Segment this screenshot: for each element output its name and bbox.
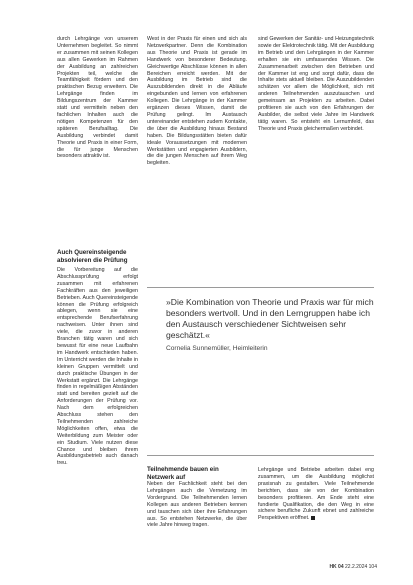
paragraph: Die Vorbereitung auf die Abschlussprüfung erfolgt zusammen mit erfahrenen Fachkräften aus den jeweiligen Betrieben. Auch Quereinsteigende können die Prüfung erfolgreich ablegen, wenn sie eine entsprechende Berufserfahrung nachweisen. Unter ihnen sind viele, die zuvor in anderen Branchen tätig waren und sich bewusst für eine neue Laufbahn im Handwerk entschieden haben. Im Unterricht werden die Inhalte in kleinen Gruppen vermittelt und durch praktische Übungen in der Werkstatt ergänzt. Die Lehrgänge finden in regelmäßigen Abständen statt und bereiten gezielt auf die Anforderungen der Prüfung vor. Nach dem erfolgreichen Abschluss stehen den Teilnehmenden zahlreiche Möglichkeiten offen, etwa die Weiterbildung zum Meister oder ein Studium. Viele nutzen diese Chance und bleiben ihrem Ausbildungsbetrieb auch danach treu.: [57, 267, 138, 467]
column-2-top-text: [147, 36, 247, 282]
pull-quote: [166, 297, 374, 353]
paragraph: durch Lehrgänge von unserem Unternehmen begleitet. So nimmt er zusammen mit seinen Kollegen aus allen Gewerken im Rahmen der Ausbildung an zahlreichen Projekten teil, welche die Teamfähigkeit fördern und den praktischen Bezug erweitern. Die Lehrgänge finden im Bildungszentrum der Kammer statt und vermitteln neben den fachlichen Inhalten auch die nötigen Kompetenzen für den späteren Berufsalltag. Die Ausbildung verbindet damit Theorie und Praxis in einer Form, die für junge Menschen besonders attraktiv ist.: [57, 36, 138, 160]
quote-bottom-rule: [147, 455, 374, 456]
paragraph-text: Lehrgänge und Betriebe arbeiten dabei eng zusammen, um die Ausbildung möglichst praxisnah zu gestalten. Viele Teilnehmende berichten, dass sie von der Kombination besonders profitieren. Am Ende steht eine fundierte Qualifikation, die den Weg in eine sichere berufliche Zukunft ebnet und zahlreiche Perspektiven eröffnet.: [258, 467, 374, 522]
end-of-article-icon: [311, 516, 315, 520]
quote-author: Cornelia Sunnemüller, Heimleiterin: [166, 345, 268, 352]
column-3-bottom-text: [258, 467, 374, 527]
paragraph: sind Gewerken der Sanitär- und Heizungstechnik sowie der Elektrotechnik tätig. Mit der Ausbildung im Betrieb und den Lehrgängen in der Kammer erhalten sie ein umfassendes Wissen. Die Zusammenarbeit zwischen den Betrieben und der Kammer ist eng und sorgt dafür, dass die Inhalte stets aktuell bleiben. Die Auszubildenden schätzen vor allem die Möglichkeit, sich mit anderen Teilnehmenden auszutauschen und gemeinsam an Projekten zu arbeiten. Dabei profitieren sie auch von den Erfahrungen der Ausbilder, die selbst viele Jahre im Handwerk tätig waren. So entsteht ein Lernumfeld, das Theorie und Praxis gleichermaßen verbindet.: [258, 36, 374, 132]
paragraph: [258, 467, 374, 522]
subheading-netzwerk: Teilnehmende bauen ein Netzwerk auf: [147, 466, 219, 481]
paragraph: West in der Praxis für einen und sich als Netzwerkpartner. Denn die Kombination aus Theorie und Praxis ist gerade im Handwerk von besonderer Bedeutung. Gleichwertige Abschlüsse können in allen Bereichen erreicht werden. Mit der Ausbildung im Betrieb sind die Auszubildenden direkt in die Abläufe eingebunden und lernen von erfahrenen Kollegen. Die Lehrgänge in der Kammer ergänzen dieses Wissen, damit die Prüfung gelingt. Im Austausch untereinander entstehen zudem Kontakte, die über die Ausbildung hinaus Bestand haben. Die Bildungsstätten bieten dafür ideale Voraussetzungen mit modernen Werkstätten und engagierten Ausbildern, die die jungen Menschen auf ihrem Weg begleiten.: [147, 36, 247, 167]
quote-text: »Die Kombination von Theorie und Praxis war für mich besonders wertvoll. Und in den Lerngruppen habe ich den Austausch verschiedener Sichtweisen sehr geschätzt.«: [166, 297, 374, 340]
quote-top-rule: [147, 287, 374, 288]
page-number: 104: [368, 564, 377, 570]
column-3-top-text: [258, 36, 374, 282]
column-1-body-text: [57, 267, 138, 467]
page-footer: [329, 564, 377, 570]
magazine-name: HK 04: [329, 564, 344, 570]
subheading-quereinsteigende: Auch Quereinsteigende absolvieren die Prüfung: [57, 249, 128, 264]
issue-date: 22.2.2024: [345, 564, 368, 570]
column-2-bottom-text: [147, 481, 247, 557]
paragraph: Neben der Fachlichkeit steht bei den Lehrgängen auch die Vernetzung im Vordergrund. Die Teilnehmenden lernen Kollegen aus anderen Betrieben kennen und tauschen sich über ihre Erfahrungen aus. So entstehen Netzwerke, die über viele Jahre hinweg tragen.: [147, 481, 247, 529]
column-1-top-text: [57, 36, 138, 160]
